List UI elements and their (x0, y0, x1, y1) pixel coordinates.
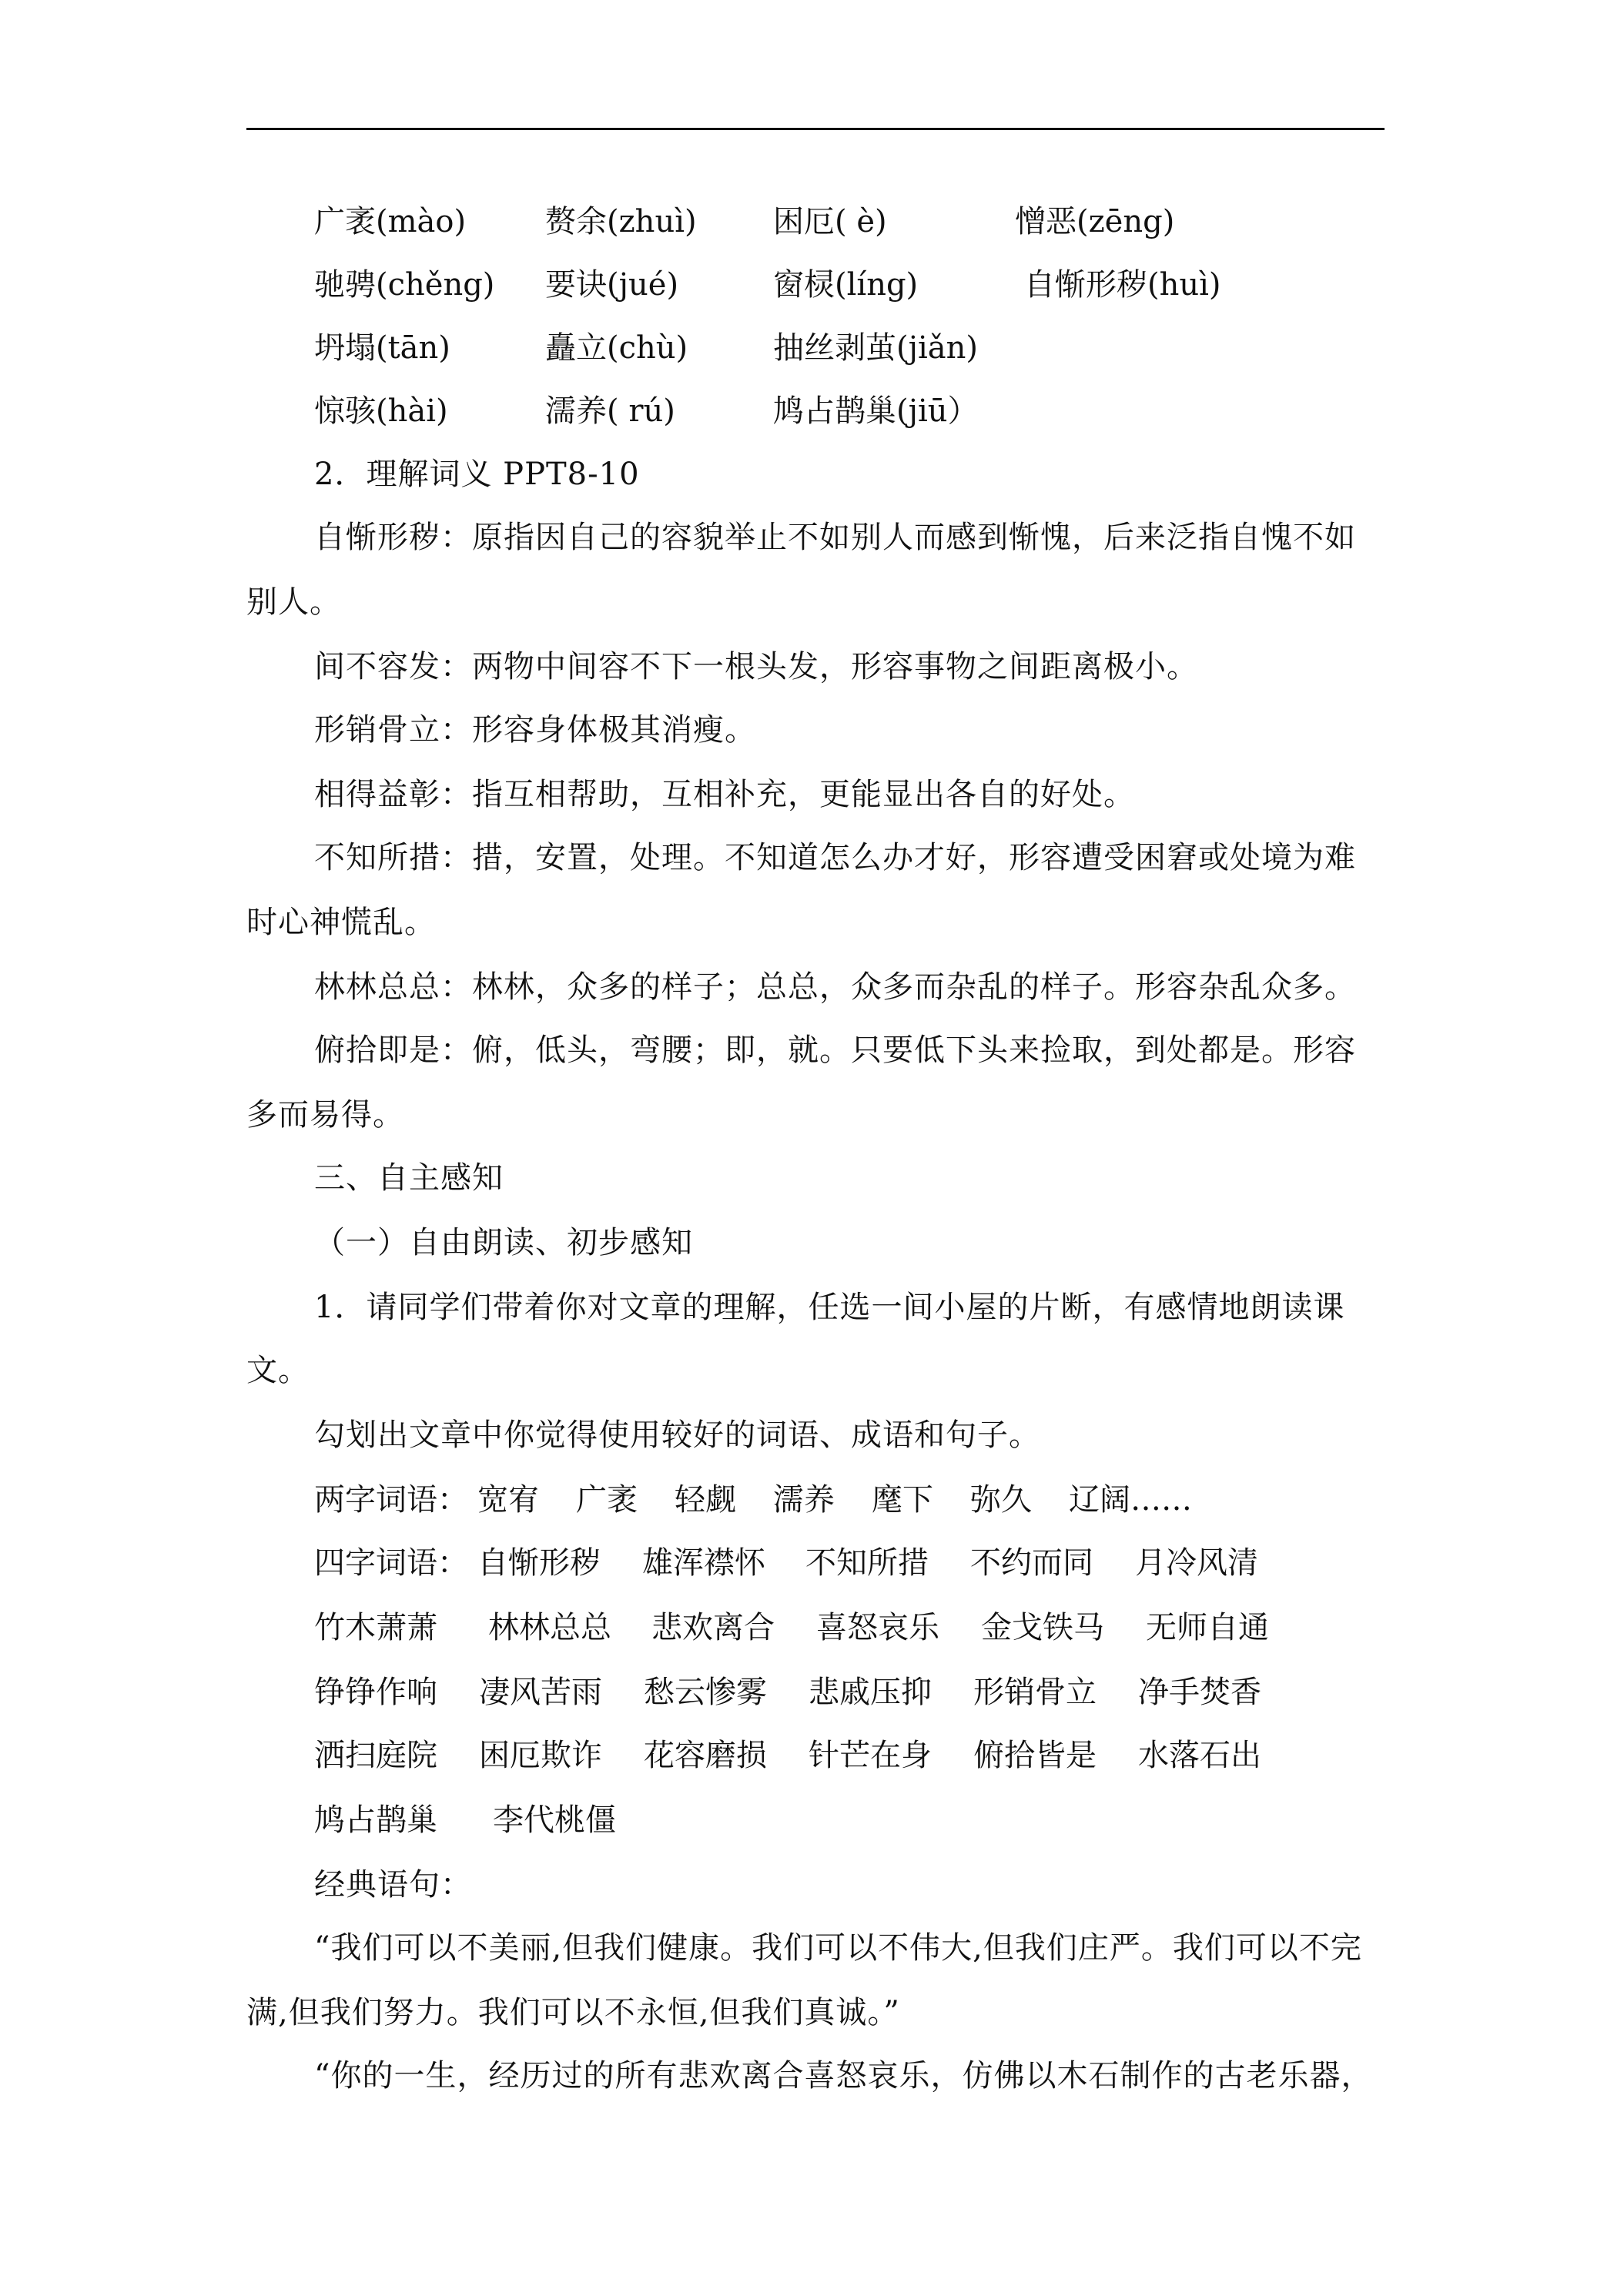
idiom-item: 铮铮作响 (314, 1675, 437, 1710)
idiom-item: 凄风苦雨 (479, 1675, 602, 1710)
idiom-item: 愁云惨雾 (644, 1675, 767, 1710)
task-line: 1．请同学们带着你对文章的理解，任选一间小屋的片断，有感情地朗读课 (314, 1290, 1345, 1325)
pinyin-item: 困厄( è) (773, 204, 887, 239)
pinyin-item: 惊骇(hài) (314, 393, 448, 429)
task-note: 勾划出文章中你觉得使用较好的词语、成语和句子。 (314, 1417, 1040, 1453)
word-item: 濡养 (773, 1482, 835, 1518)
word-item: 轻觑 (675, 1482, 736, 1518)
pinyin-item: 矗立(chù) (545, 330, 688, 366)
word-list-label: 四字词语： (314, 1545, 468, 1581)
idiom-item: 金戈铁马 (981, 1610, 1104, 1645)
pinyin-item: 憎恶(zēng) (1015, 204, 1175, 239)
idiom-item: 自惭形秽 (477, 1545, 601, 1581)
header-rule (246, 128, 1385, 130)
pinyin-item: 鸠占鹊巢(jiū） (773, 393, 979, 429)
pinyin-item: 濡养( rú) (545, 393, 675, 429)
pinyin-item: 抽丝剥茧(jiǎn) (773, 330, 979, 366)
definition-line: 别人。 (246, 584, 341, 620)
pinyin-item: 驰骋(chěng) (314, 267, 495, 303)
pinyin-item: 自惭形秽(huì) (1024, 267, 1221, 303)
quote-line: “我们可以不美丽,但我们健康。我们可以不伟大,但我们庄严。我们可以不完 (314, 1930, 1362, 1966)
idiom-item: 悲欢离合 (651, 1610, 775, 1645)
idiom-item: 针芒在身 (809, 1738, 932, 1773)
pinyin-item: 赘余(zhuì) (545, 204, 697, 239)
pinyin-item: 广袤(mào) (314, 204, 467, 239)
idiom-item: 形销骨立 (973, 1675, 1097, 1710)
classic-label: 经典语句： (314, 1867, 472, 1903)
task-line: 文。 (246, 1353, 310, 1388)
idiom-item: 月冷风清 (1135, 1545, 1258, 1581)
section-heading: 2．理解词义 PPT8-10 (314, 457, 640, 492)
idiom-item: 无师自通 (1146, 1610, 1269, 1645)
definition-line: 时心神慌乱。 (246, 905, 436, 940)
definition-line: 林林总总：林林，众多的样子；总总，众多而杂乱的样子。形容杂乱众多。 (314, 969, 1356, 1005)
definition-line: 形销骨立：形容身体极其消瘦。 (314, 712, 756, 748)
word-item: 麾下 (872, 1482, 933, 1518)
definition-line: 多而易得。 (246, 1097, 404, 1133)
idiom-item: 喜怒哀乐 (816, 1610, 939, 1645)
word-item: 辽阔…… (1069, 1482, 1192, 1518)
pinyin-item: 要诀(jué) (545, 267, 679, 303)
word-list-label: 两字词语： (314, 1482, 468, 1518)
quote-line: “你的一生，经历过的所有悲欢离合喜怒哀乐，仿佛以木石制作的古老乐器， (314, 2058, 1373, 2094)
idiom-item: 鸠占鹊巢 (314, 1802, 437, 1838)
idiom-item: 困厄欺诈 (479, 1738, 602, 1773)
definition-line: 自惭形秽：原指因自己的容貌举止不如别人而感到惭愧，后来泛指自愧不如 (314, 520, 1356, 555)
idiom-item: 悲戚压抑 (809, 1675, 932, 1710)
definition-line: 相得益彰：指互相帮助，互相补充，更能显出各自的好处。 (314, 777, 1135, 812)
pinyin-item: 坍塌(tān) (314, 330, 450, 366)
word-item: 广袤 (576, 1482, 638, 1518)
definition-line: 俯拾即是：俯，低头，弯腰；即，就。只要低下头来捡取，到处都是。形容 (314, 1033, 1356, 1068)
word-item: 弥久 (970, 1482, 1032, 1518)
definition-line: 不知所措：措，安置，处理。不知道怎么办才好，形容遭受困窘或处境为难 (314, 840, 1356, 875)
idiom-item: 水落石出 (1138, 1738, 1261, 1773)
subsection-heading: （一）自由朗读、初步感知 (314, 1225, 693, 1260)
quote-line: 满,但我们努力。我们可以不永恒,但我们真诚。” (246, 1995, 900, 2030)
idiom-item: 不约而同 (970, 1545, 1093, 1581)
definition-line: 间不容发：两物中间容不下一根头发，形容事物之间距离极小。 (314, 649, 1198, 684)
idiom-item: 林林总总 (488, 1610, 611, 1645)
idiom-item: 花容磨损 (644, 1738, 767, 1773)
idiom-item: 不知所措 (805, 1545, 929, 1581)
idiom-item: 洒扫庭院 (314, 1738, 437, 1773)
idiom-item: 俯拾皆是 (973, 1738, 1097, 1773)
idiom-item: 雄浑襟怀 (642, 1545, 765, 1581)
idiom-item: 净手焚香 (1138, 1675, 1261, 1710)
idiom-item: 李代桃僵 (493, 1802, 616, 1838)
section-heading: 三、自主感知 (314, 1160, 504, 1196)
word-item: 宽宥 (477, 1482, 539, 1518)
pinyin-item: 窗棂(líng) (773, 267, 919, 303)
idiom-item: 竹木萧萧 (314, 1610, 437, 1645)
